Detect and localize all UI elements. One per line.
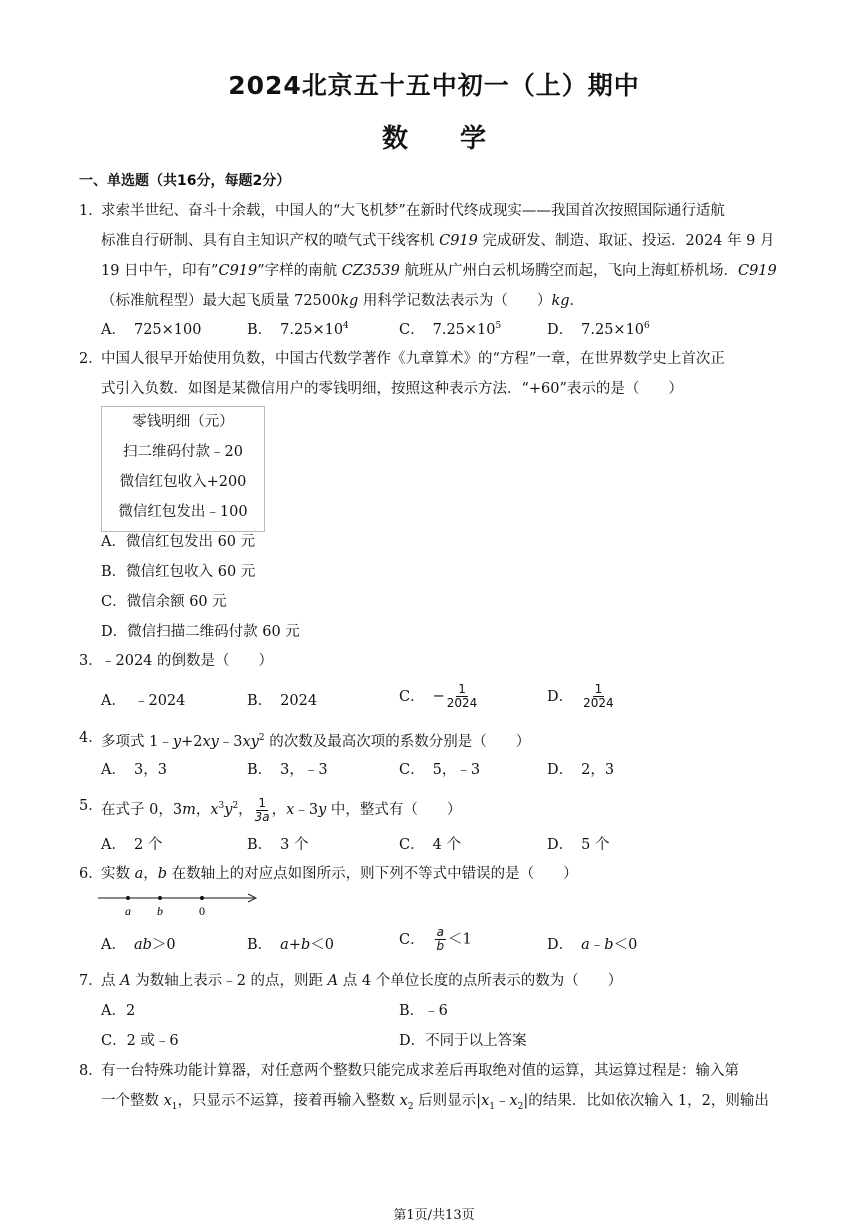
ledger-row: 微信红包发出﹣100 [118, 504, 248, 520]
page-footer: 第1页/共13页 [393, 1208, 475, 1223]
stem-text: 19 日中午，印有” [101, 263, 219, 279]
stem-exponent: 2 [232, 801, 239, 811]
option-d: D．不同于以上答案 [399, 1033, 527, 1049]
stem-text: 为数轴上表示﹣2 的点，则距 [130, 973, 328, 989]
question-1-options [101, 318, 801, 344]
question-number: 4． [79, 730, 103, 746]
option-text: 2，3 [581, 762, 615, 778]
stem-line: 求索半世纪、奋斗十余载，中国人的“大飞机梦”在新时代终成现实——我国首次按照国际通行适航 [101, 203, 725, 219]
stem-text: ， [195, 802, 211, 818]
option-label: B． [247, 762, 273, 778]
stem-var: x [210, 802, 219, 818]
option-d [547, 318, 650, 339]
option-d [547, 833, 609, 854]
stem-var: A [120, 973, 131, 989]
subject-heading [0, 118, 868, 155]
option-text: 5 个 [581, 837, 610, 853]
option-text: ＞0 [151, 937, 176, 953]
option-label: A． [101, 322, 126, 338]
option-label: A． [101, 762, 126, 778]
option-label: B． [247, 693, 273, 709]
section-heading: 一、单选题（共16分，每题2分） [79, 173, 291, 189]
stem-text: ， [143, 866, 158, 882]
option-c [399, 318, 501, 339]
option-c [399, 833, 461, 854]
option-text: 725×100 [133, 322, 202, 338]
question-stem [101, 196, 794, 316]
option-label: C． [399, 762, 425, 778]
option-a [101, 933, 176, 954]
stem-exponent: 3 [218, 801, 225, 811]
fraction [435, 926, 446, 953]
option-b: B．微信红包收入 60 元 [101, 564, 256, 580]
stem-var: y [224, 802, 233, 818]
stem-exponent: 2 [258, 733, 265, 743]
option-text: 3，﹣3 [280, 762, 328, 778]
stem-var: b [157, 866, 168, 882]
option-d [547, 758, 614, 779]
stem-text: 一个整数 [101, 1093, 164, 1109]
stem-var: C919 [737, 263, 777, 279]
option-label: A． [101, 937, 126, 953]
option-exponent: 5 [495, 321, 502, 331]
option-b [247, 933, 334, 954]
question-number: 3． [79, 653, 103, 669]
stem-var: x [509, 1093, 518, 1109]
stem-text: ”字样的南航 [257, 263, 342, 279]
fraction-denominator: 3a [254, 809, 270, 824]
option-text: ＜0 [310, 937, 334, 953]
option-text: 7.25×10 [581, 322, 645, 338]
stem-subscript: 1 [489, 1101, 495, 1112]
option-label: A． [101, 837, 126, 853]
stem-var: CZ3539 [341, 263, 400, 279]
option-label: A． [101, 693, 126, 709]
option-a: A．微信红包发出 60 元 [101, 534, 256, 550]
option-text: ﹣ [589, 937, 605, 953]
stem-var: A [327, 973, 339, 989]
option-label: C． [399, 688, 425, 705]
option-text: ﹣2024 [133, 693, 186, 709]
option-exponent: 6 [644, 321, 650, 331]
stem-subscript: 2 [407, 1101, 414, 1112]
question-3-options [101, 682, 801, 715]
option-label: D． [547, 688, 574, 705]
stem-var: C919 [218, 263, 258, 279]
label-b: b [157, 904, 163, 918]
option-label: B． [247, 937, 273, 953]
question-2 [79, 344, 794, 404]
fraction [447, 683, 478, 710]
question-6-options [101, 925, 801, 959]
stem-text: 的次数及最高次项的系数分别是（ ） [264, 734, 531, 750]
question-4 [79, 723, 794, 757]
option-label: C． [399, 931, 425, 948]
stem-text: ． [569, 293, 585, 309]
stem-text: 在式子 0，3 [101, 802, 183, 818]
stem-var: a [134, 866, 144, 882]
stem-text: ， [271, 802, 287, 818]
stem-text: ， [238, 802, 253, 818]
subject-char-1: 数 [381, 124, 408, 154]
option-var: a [581, 937, 590, 953]
stem-text: 后则显示| [413, 1093, 482, 1109]
question-stem [101, 966, 794, 996]
stem-text: ﹣3 [218, 734, 243, 750]
label-a: a [125, 904, 131, 918]
option-b [247, 758, 328, 779]
question-1 [79, 196, 794, 316]
option-text: 2 个 [133, 837, 163, 853]
question-stem [101, 859, 794, 889]
option-text: ＜0 [613, 937, 638, 953]
option-label: C． [399, 322, 425, 338]
option-d [547, 683, 616, 710]
question-stem [101, 723, 794, 757]
stem-var: m [182, 802, 196, 818]
stem-text: ﹣ [494, 1093, 510, 1109]
fraction-numerator: a [436, 925, 444, 939]
stem-var: x [399, 1093, 408, 1109]
stem-text: 在数轴上的对应点如图所示，则下列不等式中错误的是（ ） [167, 866, 578, 882]
option-b [247, 318, 349, 339]
point-b [158, 896, 162, 900]
option-label: B． [247, 322, 273, 338]
option-label: D． [547, 837, 574, 853]
stem-text: 中，整式有（ ） [326, 802, 462, 818]
option-c: C．2 或﹣6 [101, 1033, 179, 1049]
label-zero: 0 [199, 904, 205, 918]
stem-var: xy [242, 734, 259, 750]
stem-var: x [163, 1093, 172, 1109]
option-a: A．2 [101, 1003, 136, 1019]
stem-line: 中国人很早开始使用负数，中国古代数学著作《九章算术》的“方程”一章，在世界数学史上首次正 [101, 351, 725, 367]
question-stem [101, 1056, 794, 1122]
ledger-row: 扫二维码付款﹣20 [123, 444, 243, 460]
question-5-options [101, 833, 801, 859]
option-a [101, 833, 162, 854]
stem-var: kg [551, 293, 570, 309]
fraction [583, 683, 614, 710]
stem-text: 实数 [101, 866, 135, 882]
option-text: + [288, 937, 301, 953]
stem-text: 完成研发、制造、取证、投运．2024 年 9 月 [477, 233, 775, 249]
stem-var: x [481, 1093, 490, 1109]
fraction-numerator: 1 [594, 682, 603, 696]
stem-text: 多项式 1﹣ [101, 734, 173, 750]
stem-var: xy [202, 734, 219, 750]
option-a [101, 318, 202, 339]
wallet-ledger-table [101, 406, 265, 532]
option-text: 2024 [280, 693, 318, 709]
option-b: B．﹣6 [399, 1003, 448, 1019]
stem-subscript: 2 [517, 1101, 524, 1112]
question-stem [101, 344, 794, 404]
option-text: 3，3 [133, 762, 167, 778]
question-4-options [101, 758, 801, 784]
option-label: B． [247, 837, 273, 853]
subject-char-2: 学 [460, 124, 487, 154]
option-b [247, 689, 317, 710]
stem-text: ﹣3 [294, 802, 319, 818]
option-text: 7.25×10 [280, 322, 344, 338]
stem-var: y [318, 802, 327, 818]
option-var: b [300, 937, 311, 953]
point-zero [200, 896, 204, 900]
stem-text: ，只显示不运算，接着再输入整数 [177, 1093, 400, 1109]
option-sign: − [432, 688, 445, 705]
option-a [101, 689, 185, 710]
ledger-header: 零钱明细（元） [132, 414, 234, 430]
option-var: a [280, 937, 289, 953]
option-text: 5，﹣3 [432, 762, 481, 778]
stem-text: 用科学记数法表示为（ ） [358, 293, 552, 309]
stem-text: 点 [101, 973, 121, 989]
stem-text: +2 [181, 734, 203, 750]
question-number: 8． [79, 1063, 103, 1079]
stem-var: kg [340, 293, 359, 309]
option-var: b [604, 937, 614, 953]
option-text: 4 个 [432, 837, 461, 853]
option-c [399, 758, 480, 779]
question-3 [79, 646, 794, 676]
option-label: C． [399, 837, 425, 853]
option-c [399, 926, 472, 953]
question-stem: ﹣2024 的倒数是（ ） [101, 653, 274, 669]
option-label: D． [547, 762, 574, 778]
fraction [255, 797, 270, 824]
option-exponent: 4 [343, 321, 349, 331]
number-line-figure [98, 888, 260, 918]
stem-var: C919 [439, 233, 478, 249]
fraction-denominator: b [436, 939, 445, 953]
question-number: 1． [79, 203, 103, 219]
option-text: 3 个 [280, 837, 309, 853]
stem-subscript: 1 [171, 1101, 178, 1112]
fraction-denominator: 2024 [446, 696, 478, 710]
option-label: D． [547, 937, 574, 953]
question-5 [79, 791, 794, 825]
option-text: 7.25×10 [432, 322, 496, 338]
question-stem [101, 791, 794, 825]
stem-text: 标准自行研制、具有自主知识产权的喷气式干线客机 [101, 233, 440, 249]
question-number: 7． [79, 973, 103, 989]
question-7 [79, 966, 794, 996]
option-b [247, 833, 309, 854]
option-d [547, 933, 637, 954]
stem-text: 航班从广州白云机场腾空而起，飞向上海虹桥机场． [399, 263, 738, 279]
fraction-numerator: 1 [458, 682, 466, 696]
stem-text: 点 4 个单位长度的点所表示的数为（ ） [338, 973, 623, 989]
stem-text: |的结果．比如依次输入 1，2，则输出 [523, 1093, 769, 1109]
stem-line: 有一台特殊功能计算器，对任意两个整数只能完成求差后再取绝对值的运算，其运算过程是：输入第 [101, 1063, 739, 1079]
ledger-row: 微信红包收入+200 [119, 474, 247, 490]
option-c [399, 683, 479, 710]
question-number: 2． [79, 351, 103, 367]
stem-var: y [172, 734, 182, 750]
point-a [126, 896, 130, 900]
option-a [101, 758, 167, 779]
question-8 [79, 1056, 794, 1122]
fraction-numerator: 1 [258, 795, 266, 810]
fraction-denominator: 2024 [583, 696, 614, 710]
question-6 [79, 859, 794, 889]
question-number: 6． [79, 866, 103, 882]
question-number: 5． [79, 798, 103, 814]
stem-line: 式引入负数．如图是某微信用户的零钱明细，按照这种表示方法．“+60”表示的是（ ） [101, 381, 683, 397]
option-var: ab [133, 937, 152, 953]
option-d: D．微信扫描二维码付款 60 元 [101, 624, 300, 640]
option-text: ＜1 [447, 931, 472, 948]
stem-text: （标准航程型）最大起飞质量 72500 [101, 293, 341, 309]
stem-var: x [286, 802, 295, 818]
option-label: D． [547, 322, 574, 338]
option-c: C．微信余额 60 元 [101, 594, 227, 610]
exam-title: 2024北京五十五中初一（上）期中 [228, 71, 640, 100]
